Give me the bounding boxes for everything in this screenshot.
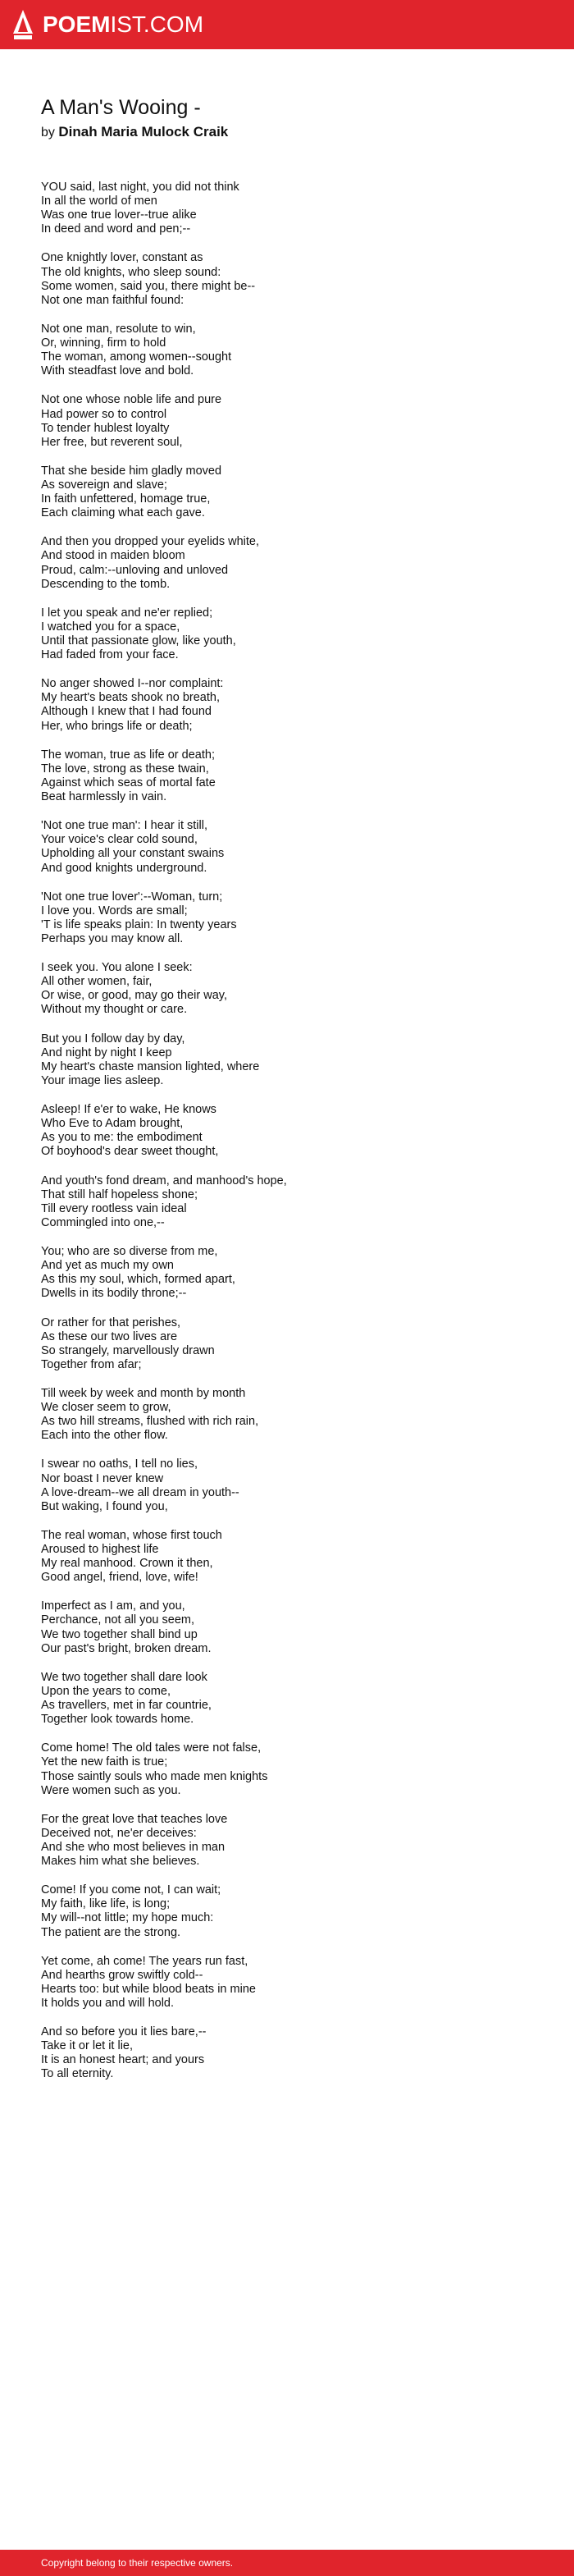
poem-line: It is an honest heart; and yours xyxy=(41,2053,205,2067)
by-label: by xyxy=(41,126,55,140)
poem-line: The old knights, who sleep sound: xyxy=(41,265,221,279)
poem-line: And youth's fond dream, and manhood's hope, xyxy=(41,1174,287,1187)
poem-line: All other women, fair, xyxy=(41,975,153,989)
poem-line: As you to me: the embodiment xyxy=(41,1131,203,1145)
poem-line: We two together shall dare look xyxy=(41,1670,207,1684)
poem-line: A love-dream--we all dream in youth-- xyxy=(41,1485,239,1499)
stanza xyxy=(41,1387,533,1443)
site-logo-text xyxy=(43,13,203,36)
poem-line: The patient are the strong. xyxy=(41,1925,181,1939)
poem-line: Each claiming what each gave. xyxy=(41,506,205,520)
quill-pen-icon xyxy=(11,9,34,40)
poem-line: And then you dropped your eyelids white, xyxy=(41,535,260,549)
poem-line: And hearths grow swiftly cold-- xyxy=(41,1968,203,1982)
stanza xyxy=(41,748,533,804)
poem-line: With steadfast love and bold. xyxy=(41,364,194,378)
stanza xyxy=(41,1671,533,1727)
poem-line: Perchance, not all you seem, xyxy=(41,1613,194,1627)
author-link[interactable]: Dinah Maria Mulock Craik xyxy=(58,124,229,140)
stanza xyxy=(41,251,533,307)
poem-line: My will--not little; my hope much: xyxy=(41,1911,214,1925)
site-logo-link[interactable] xyxy=(11,7,203,43)
poem-line: Although I knew that I had found xyxy=(41,705,212,719)
copyright-notice: Copyright belong to their respective owners. xyxy=(41,2557,234,2569)
poem-line: Against which seas of mortal fate xyxy=(41,776,216,789)
poem-line: The love, strong as these twain, xyxy=(41,762,209,776)
poem-line: Had faded from your face. xyxy=(41,648,179,662)
poem-header xyxy=(41,95,533,142)
stanza xyxy=(41,1457,533,1513)
footer-bar xyxy=(0,2550,574,2576)
stanza xyxy=(41,1245,533,1301)
poem-line: Were women such as you. xyxy=(41,1783,181,1797)
poem-line: Or, winning, firm to hold xyxy=(41,336,166,350)
poem-line: Till every rootless vain ideal xyxy=(41,1201,187,1215)
poem-line: My real manhood. Crown it then, xyxy=(41,1557,213,1571)
stanza xyxy=(41,2025,533,2081)
poem-line: Come! If you come not, I can wait; xyxy=(41,1883,221,1897)
poem-body xyxy=(41,181,533,2097)
stanza xyxy=(41,535,533,591)
poem-line: Beat harmlessly in vain. xyxy=(41,790,167,804)
poem-line: Some women, said you, there might be-- xyxy=(41,279,256,293)
poem-line: Upholding all your constant swains xyxy=(41,847,225,861)
poem-byline xyxy=(41,123,533,142)
poem-line: Our past's bright, broken dream. xyxy=(41,1641,212,1655)
poem-line: Yet the new faith is true; xyxy=(41,1755,168,1769)
poem-line: And good knights underground. xyxy=(41,861,207,875)
poem-line: The real woman, whose first touch xyxy=(41,1528,222,1542)
poem-line: I swear no oaths, I tell no lies, xyxy=(41,1457,198,1471)
poem-line: Upon the years to come, xyxy=(41,1684,171,1698)
poem-line: I watched you for a space, xyxy=(41,620,180,634)
poem-line: 'T is life speaks plain: In twenty years xyxy=(41,917,237,931)
poem-line: In all the world of men xyxy=(41,194,157,208)
poem-line: Good angel, friend, love, wife! xyxy=(41,1571,198,1585)
stanza xyxy=(41,464,533,520)
poem-line: As sovereign and slave; xyxy=(41,478,167,492)
stanza xyxy=(41,819,533,875)
poem-line: So strangely, marvellously drawn xyxy=(41,1343,215,1357)
poem-line: In faith unfettered, homage true, xyxy=(41,492,211,506)
poem-line: Had power so to control xyxy=(41,407,167,421)
poem-line: One knightly lover, constant as xyxy=(41,251,203,265)
poem-line: 'Not one true lover':--Woman, turn; xyxy=(41,890,223,904)
poem-line: But waking, I found you, xyxy=(41,1499,168,1513)
poem-line: Till week by week and month by month xyxy=(41,1386,246,1400)
poem-line: Descending to the tomb. xyxy=(41,577,171,591)
poem-line: Together look towards home. xyxy=(41,1713,194,1727)
poem-line: That still half hopeless shone; xyxy=(41,1187,198,1201)
poem-line: We two together shall bind up xyxy=(41,1627,198,1641)
stanza xyxy=(41,606,533,662)
stanza xyxy=(41,1174,533,1230)
top-bar xyxy=(0,0,574,49)
logo-light-part: IST.COM xyxy=(110,11,204,37)
poem-line: As travellers, met in far countrie, xyxy=(41,1699,212,1713)
poem-line: Who Eve to Adam brought, xyxy=(41,1117,184,1131)
poem-line: Of boyhood's dear sweet thought, xyxy=(41,1145,219,1159)
stanza xyxy=(41,393,533,449)
poem-line: Dwells in its bodily throne;-- xyxy=(41,1287,187,1301)
poem-line: Nor boast I never knew xyxy=(41,1471,164,1485)
poem-line: 'Not one true man': I hear it still, xyxy=(41,819,207,833)
poem-line: Not one whose noble life and pure xyxy=(41,393,222,407)
poem-line: Her free, but reverent soul, xyxy=(41,435,183,449)
poem-line: Until that passionate glow, like youth, xyxy=(41,634,236,647)
poem-line: You; who are so diverse from me, xyxy=(41,1245,218,1259)
stanza xyxy=(41,323,533,378)
poem-line: In deed and word and pen;-- xyxy=(41,222,191,236)
poem-line: I seek you. You alone I seek: xyxy=(41,961,193,975)
poem-line: That she beside him gladly moved xyxy=(41,464,222,478)
stanza xyxy=(41,1032,533,1088)
stanza xyxy=(41,1741,533,1797)
poem-line: Asleep! If e'er to wake, He knows xyxy=(41,1103,216,1117)
poem-line: My heart's chaste mansion lighted, where xyxy=(41,1059,260,1073)
stanza xyxy=(41,890,533,946)
logo-bold-part: POEM xyxy=(43,11,111,37)
stanza xyxy=(41,181,533,236)
poem-line: Commingled into one,-- xyxy=(41,1215,165,1229)
poem-line: YOU said, last night, you did not think xyxy=(41,181,239,194)
stanza xyxy=(41,677,533,733)
poem-line: Yet come, ah come! The years run fast, xyxy=(41,1954,248,1968)
poem-line: Not one man faithful found: xyxy=(41,293,184,307)
poem-line: We closer seem to grow, xyxy=(41,1401,171,1415)
poem-line: My heart's beats shook no breath, xyxy=(41,691,220,705)
poem-line: Together from afar; xyxy=(41,1357,142,1371)
poem-line: Not one man, resolute to win, xyxy=(41,322,196,336)
poem-line: My faith, like life, is long; xyxy=(41,1897,171,1911)
poem-line: For the great love that teaches love xyxy=(41,1812,228,1826)
poem-line: And yet as much my own xyxy=(41,1259,174,1273)
poem-line: I let you speak and ne'er replied; xyxy=(41,606,213,620)
poem-line: Come home! The old tales were not false, xyxy=(41,1741,262,1755)
poem-line: I love you. Words are small; xyxy=(41,904,188,917)
poem-line: Or wise, or good, may go their way, xyxy=(41,989,227,1003)
poem-line: Your voice's clear cold sound, xyxy=(41,833,198,847)
poem-line: Makes him what she believes. xyxy=(41,1855,200,1869)
poem-line: As this my soul, which, formed apart, xyxy=(41,1273,235,1287)
poem-line: Was one true lover--true alike xyxy=(41,208,197,222)
poem-line: As these our two lives are xyxy=(41,1329,178,1343)
poem-line: Without my thought or care. xyxy=(41,1003,188,1017)
poem-line: Perhaps you may know all. xyxy=(41,931,184,945)
poem-line: The woman, true as life or death; xyxy=(41,748,215,762)
stanza xyxy=(41,1813,533,1869)
poem-line: And stood in maiden bloom xyxy=(41,549,185,563)
poem-line: Hearts too: but while blood beats in mine xyxy=(41,1982,256,1996)
poem-line: Her, who brings life or death; xyxy=(41,719,193,733)
stanza xyxy=(41,1529,533,1585)
poem-line: And she who most believes in man xyxy=(41,1840,226,1854)
poem-line: It holds you and will hold. xyxy=(41,1997,175,2010)
stanza xyxy=(41,1599,533,1655)
poem-line: But you I follow day by day, xyxy=(41,1032,185,1045)
stanza xyxy=(41,1103,533,1159)
stanza xyxy=(41,961,533,1017)
poem-line: And night by night I keep xyxy=(41,1045,172,1059)
stanza xyxy=(41,1955,533,2011)
poem-title: A Man's Wooing - xyxy=(41,96,201,119)
poem-line: Each into the other flow. xyxy=(41,1429,168,1443)
poem-line: Or rather for that perishes, xyxy=(41,1315,181,1329)
poem-line: Deceived not, ne'er deceives: xyxy=(41,1826,197,1840)
poem-line: Those saintly souls who made men knights xyxy=(41,1769,268,1783)
poem-line: Proud, calm:--unloving and unloved xyxy=(41,563,229,577)
poem-line: And so before you it lies bare,-- xyxy=(41,2025,207,2039)
poem-line: Imperfect as I am, and you, xyxy=(41,1599,185,1613)
stanza xyxy=(41,1316,533,1372)
poem-line: As two hill streams, flushed with rich rain, xyxy=(41,1415,259,1429)
stanza xyxy=(41,1883,533,1939)
poem-line: To tender hublest loyalty xyxy=(41,421,170,435)
poem-line: Your image lies asleep. xyxy=(41,1073,164,1087)
poem-line: Take it or let it lie, xyxy=(41,2039,134,2053)
poem-line: No anger showed I--nor complaint: xyxy=(41,677,224,691)
poem-line: To all eternity. xyxy=(41,2067,114,2081)
poem-line: Aroused to highest life xyxy=(41,1543,159,1556)
poem-line: The woman, among women--sought xyxy=(41,350,232,364)
